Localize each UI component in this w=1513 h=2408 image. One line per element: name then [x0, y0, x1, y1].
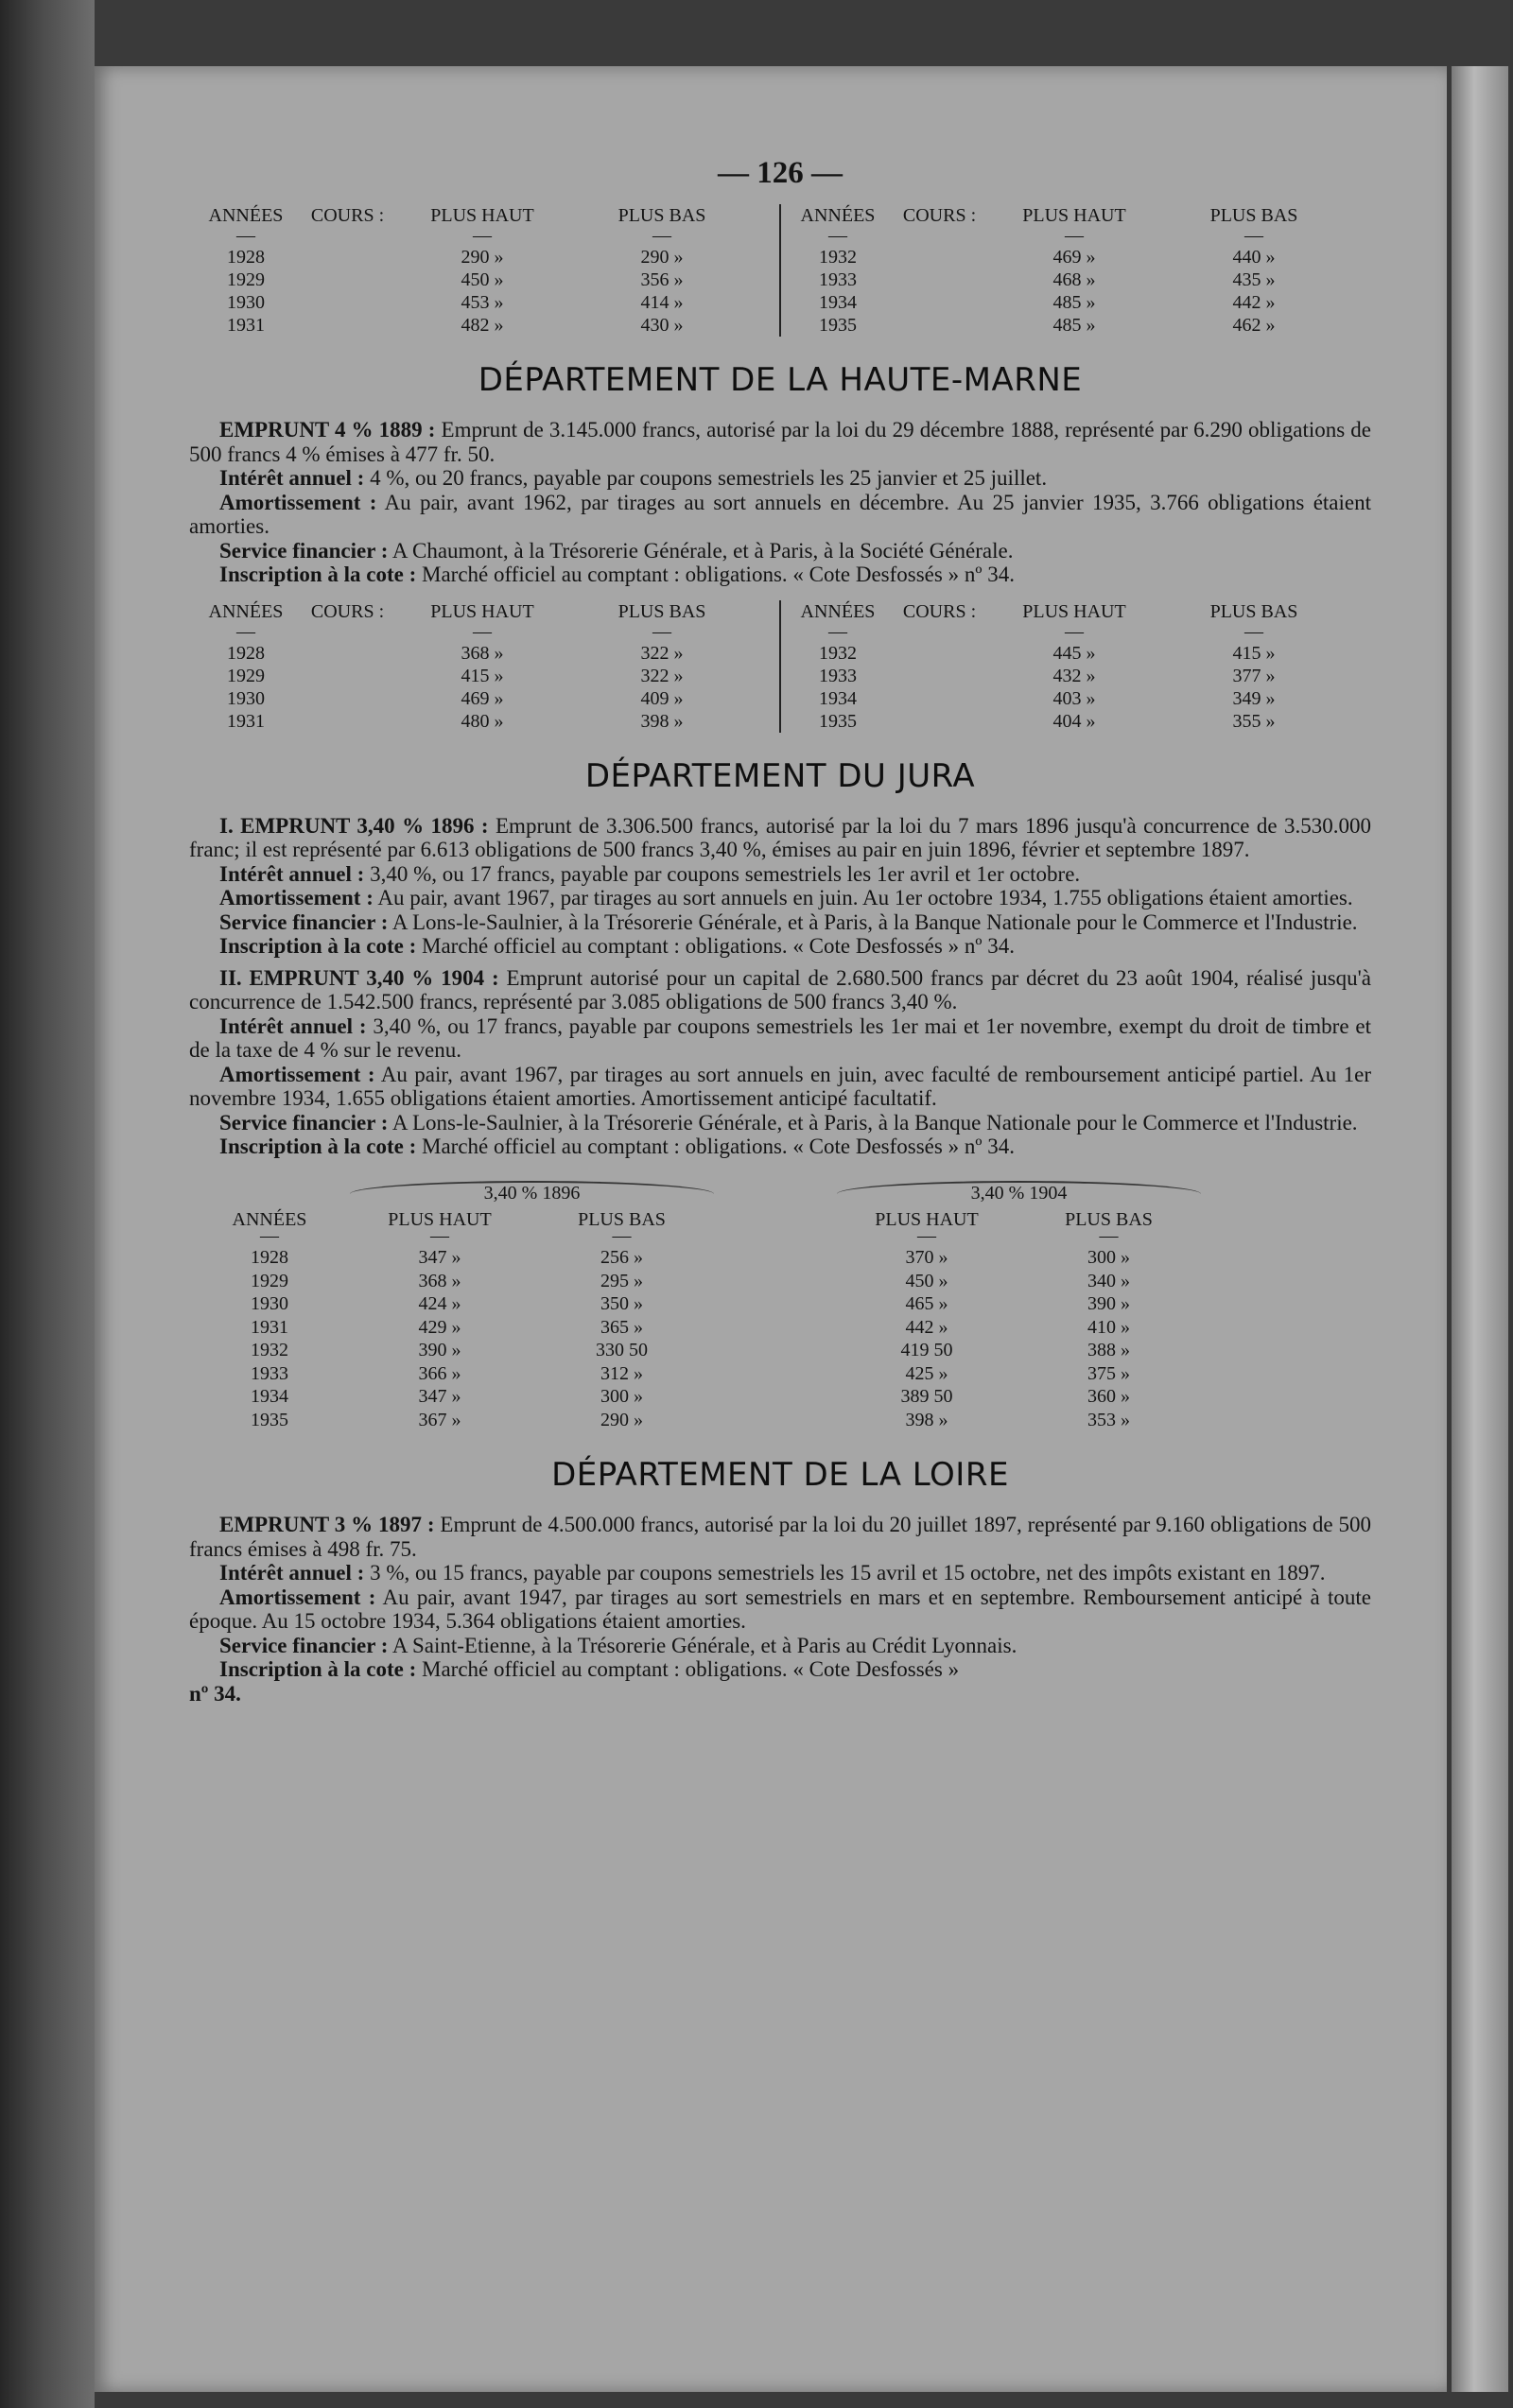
- text: A Lons-le-Saulnier, à la Trésorerie Générale, et à Paris, à la Banque Nationale pour le Commerce et l'Industrie.: [391, 1110, 1358, 1135]
- spacer: [714, 1409, 837, 1432]
- cell-low: 353 »: [1087, 1409, 1130, 1430]
- label: Amortissement :: [219, 1062, 375, 1086]
- label: Inscription à la cote :: [219, 1657, 417, 1681]
- col-plus-haut: PLUS HAUT: [430, 205, 534, 226]
- col-plus-haut: PLUS HAUT: [430, 600, 534, 622]
- spacer: [714, 1339, 837, 1362]
- table-row: [189, 269, 779, 291]
- page-edge: [1452, 66, 1508, 2392]
- paragraph: [189, 466, 1371, 491]
- cell-low: 356 »: [640, 269, 684, 290]
- cell-high: 469 »: [1052, 247, 1096, 268]
- label: Amortissement :: [219, 886, 374, 909]
- cell-high: 419 50: [900, 1340, 953, 1360]
- text: Marché officiel au comptant : obligations. « Cote Desfossés » nº 34.: [422, 934, 1015, 958]
- spacer: [303, 231, 392, 246]
- cell-low: 290 »: [640, 247, 684, 268]
- table-row: [189, 314, 779, 337]
- text: Au pair, avant 1967, par tirages au sort annuels en juin, avec faculté de remboursement anticipé partiel. Au 1er novembre 1934, 1.655 obligations étaient amorties. Amortissement anticipé facultatif.: [189, 1062, 1371, 1110]
- page-content: [189, 156, 1371, 1706]
- cell-year: 1931: [227, 315, 265, 336]
- cell-high: 468 »: [1052, 269, 1096, 290]
- text: Au pair, avant 1967, par tirages au sort annuels en juin. Au 1er octobre 1934, 1.755 obligations étaient amorties.: [377, 886, 1353, 909]
- cell-high: 368 »: [461, 642, 504, 664]
- cell-year: 1935: [819, 315, 857, 336]
- text: Au pair, avant 1947, par tirages au sort semestriels en mars et en septembre. Remboursement anticipé à toute époque. Au 15 octobre 1934, 5.364 obligations étaient amorties.: [189, 1585, 1371, 1633]
- cell-high: 469 »: [461, 687, 504, 709]
- section-title-haute-marne: DÉPARTEMENT DE LA HAUTE-MARNE: [478, 361, 1083, 399]
- paragraph: [189, 491, 1371, 539]
- col-annees: ANNÉES: [232, 1208, 307, 1230]
- text: Emprunt de 3.145.000 francs, autorisé par la loi du 29 décembre 1888, représenté par 6.290 obligations de 500 francs 4 % émises à 477 fr. 50.: [189, 418, 1372, 466]
- cell-year: 1930: [227, 292, 265, 313]
- cell-high: 485 »: [1052, 292, 1096, 313]
- cell-year: 1933: [819, 269, 857, 290]
- table-row: [189, 687, 779, 710]
- cell-high: 415 »: [461, 665, 504, 686]
- text: Au pair, avant 1962, par tirages au sort annuels en décembre. Au 25 janvier 1935, 3.766 obligations étaient amorties.: [189, 490, 1372, 538]
- spacer: [714, 1362, 837, 1386]
- cell-year: 1931: [251, 1316, 288, 1338]
- cell-year: 1934: [819, 687, 857, 709]
- label: Inscription à la cote :: [219, 1135, 417, 1158]
- table-row: [189, 291, 779, 314]
- col-annees: ANNÉES: [800, 205, 876, 226]
- table-header: [189, 1208, 1371, 1232]
- spacer: [895, 269, 984, 291]
- paragraph: [189, 1111, 1371, 1135]
- dash: —: [652, 620, 671, 642]
- table-row: [781, 687, 1371, 710]
- col-plus-haut: PLUS HAUT: [1022, 205, 1126, 226]
- paragraph: [189, 1634, 1371, 1658]
- table-row: [189, 1292, 1371, 1316]
- col-cours: COURS :: [902, 205, 977, 226]
- cell-low: 295 »: [600, 1270, 643, 1291]
- col-plus-haut: PLUS HAUT: [1022, 600, 1126, 622]
- col-annees: ANNÉES: [800, 600, 876, 622]
- cell-low: 312 »: [600, 1362, 643, 1384]
- cell-high: 442 »: [905, 1316, 948, 1338]
- text: A Lons-le-Saulnier, à la Trésorerie Générale, et à Paris, à la Banque Nationale pour le Commerce et l'Industrie.: [391, 909, 1358, 934]
- table-row: [781, 246, 1371, 269]
- col-annees: ANNÉES: [208, 600, 284, 622]
- col-plus-bas: PLUS BAS: [617, 205, 706, 226]
- cell-year: 1935: [819, 710, 857, 732]
- paragraph: [189, 1513, 1371, 1561]
- table-row: [781, 665, 1371, 687]
- text: A Chaumont, à la Trésorerie Générale, et à Paris, à la Société Générale.: [391, 538, 1014, 563]
- col-plus-haut: PLUS HAUT: [388, 1208, 492, 1230]
- text: 3,40 %, ou 17 francs, payable par coupons semestriels les 1er mai et 1er novembre, exempt du droit de timbre et de la taxe de 4 % sur le revenu.: [189, 1013, 1371, 1062]
- text: Marché officiel au comptant : obligations. « Cote Desfossés » nº 34.: [422, 563, 1015, 586]
- table-row: [189, 642, 779, 665]
- table-row: [189, 1316, 1371, 1340]
- spacer: [895, 246, 984, 269]
- table-row: [189, 1409, 1371, 1432]
- spacer: [895, 314, 984, 337]
- spacer: [303, 642, 392, 665]
- label: Intérêt annuel :: [219, 466, 365, 490]
- table-group-header: [189, 1176, 1371, 1208]
- spacer: [895, 291, 984, 314]
- table-row: [189, 665, 779, 687]
- cell-year: 1929: [227, 269, 265, 290]
- cell-year: 1932: [819, 642, 857, 664]
- paragraph: [189, 1657, 1371, 1706]
- table-dashes: [781, 225, 1371, 246]
- cell-low: 440 »: [1232, 247, 1276, 268]
- col-cours: COURS :: [310, 600, 385, 622]
- label: Amortissement :: [219, 1585, 376, 1609]
- paragraph: [189, 1014, 1371, 1063]
- col-cours: COURS :: [310, 205, 385, 226]
- spacer: [895, 687, 984, 710]
- label: Service financier :: [219, 1633, 389, 1657]
- cell-year: 1934: [819, 292, 857, 313]
- cell-high: 366 »: [418, 1362, 461, 1384]
- group-1896: 3,40 % 1896: [350, 1181, 714, 1208]
- cell-high: 425 »: [905, 1362, 948, 1384]
- cell-low: 290 »: [600, 1409, 643, 1430]
- dash: —: [1244, 225, 1263, 246]
- dash: —: [260, 1225, 279, 1246]
- col-plus-bas: PLUS BAS: [1209, 205, 1298, 226]
- spacer: [714, 1246, 837, 1270]
- cell-high: 368 »: [418, 1270, 461, 1291]
- spacer: [714, 1292, 837, 1316]
- label: Service financier :: [219, 1110, 389, 1135]
- cell-low: 430 »: [640, 315, 684, 336]
- cell-high: 480 »: [461, 710, 504, 732]
- cell-year: 1930: [227, 687, 265, 709]
- spacer: [714, 1270, 837, 1293]
- cell-low: 410 »: [1087, 1316, 1130, 1338]
- spacer: [303, 627, 392, 642]
- paragraph: [189, 934, 1371, 959]
- cell-low: 414 »: [640, 292, 684, 313]
- text: Marché officiel au comptant : obligations. « Cote Desfossés » nº 34.: [422, 1135, 1015, 1158]
- text: Emprunt de 4.500.000 francs, autorisé par la loi du 20 juillet 1897, représenté par 9.160 obligations de 500 francs émises à 498 fr. 75.: [189, 1513, 1372, 1561]
- col-plus-haut: PLUS HAUT: [875, 1208, 979, 1230]
- cell-high: 482 »: [461, 315, 504, 336]
- cell-low: 300 »: [1087, 1247, 1130, 1268]
- table-row: [189, 1246, 1371, 1270]
- cell-year: 1933: [819, 665, 857, 686]
- spacer: [895, 627, 984, 642]
- cell-low: 355 »: [1232, 710, 1276, 732]
- label: Inscription à la cote :: [219, 934, 417, 958]
- price-table-top: [189, 204, 1371, 337]
- table-row: [781, 642, 1371, 665]
- cell-low: 409 »: [640, 687, 684, 709]
- cell-high: 347 »: [418, 1247, 461, 1268]
- cell-low: 330 50: [596, 1340, 648, 1360]
- text: Emprunt autorisé pour un capital de 2.680.500 francs par décret du 23 août 1904, réalisé jusqu'à concurrence de 1.542.500 francs, représenté par 3.085 obligations de 500 francs 3,40 %.: [189, 965, 1372, 1013]
- text: 4 %, ou 20 francs, payable par coupons semestriels les 25 janvier et 25 juillet.: [370, 466, 1048, 490]
- paragraph: [189, 563, 1371, 587]
- section-title-jura: DÉPARTEMENT DU JURA: [584, 756, 976, 795]
- dash: —: [1099, 1225, 1119, 1246]
- table-dashes: [781, 620, 1371, 642]
- spacer: [303, 291, 392, 314]
- cell-year: 1931: [227, 710, 265, 732]
- table-row: [781, 710, 1371, 733]
- section-title-loire: DÉPARTEMENT DE LA LOIRE: [551, 1456, 1009, 1494]
- col-plus-bas: PLUS BAS: [617, 600, 706, 622]
- col-cours: COURS :: [902, 600, 977, 622]
- cell-year: 1928: [227, 247, 265, 268]
- paragraph: [189, 1585, 1371, 1634]
- paragraph: [189, 1063, 1371, 1111]
- cell-high: 450 »: [461, 269, 504, 290]
- table-dashes: [189, 620, 779, 642]
- spacer: [303, 665, 392, 687]
- dash: —: [473, 225, 492, 246]
- cell-low: 322 »: [640, 665, 684, 686]
- cell-year: 1929: [227, 665, 265, 686]
- dash: —: [1244, 620, 1263, 642]
- table-row: [189, 1362, 1371, 1386]
- spacer: [895, 231, 984, 246]
- col-plus-bas: PLUS BAS: [1065, 1208, 1153, 1230]
- paragraph: [189, 966, 1371, 1014]
- table-body: [189, 1246, 1371, 1431]
- cell-high: 367 »: [418, 1409, 461, 1430]
- dash: —: [236, 620, 255, 642]
- cell-low: 398 »: [640, 710, 684, 732]
- cell-low: 365 »: [600, 1316, 643, 1338]
- label: I. EMPRUNT 3,40 % 1896 :: [219, 813, 489, 838]
- paragraph: [189, 539, 1371, 563]
- spacer: [303, 246, 392, 269]
- text: A Saint-Etienne, à la Trésorerie Générale, et à Paris au Crédit Lyonnais.: [391, 1633, 1017, 1657]
- table-half-left: [189, 204, 779, 337]
- table-row: [781, 314, 1371, 337]
- dash: —: [612, 1225, 632, 1246]
- table-dashes: [189, 1225, 1371, 1246]
- table-dashes: [189, 225, 779, 246]
- label: II. EMPRUNT 3,40 % 1904 :: [219, 965, 499, 990]
- table-row: [189, 246, 779, 269]
- cell-low: 415 »: [1232, 642, 1276, 664]
- price-table-jura: [189, 1176, 1371, 1432]
- cell-high: 424 »: [418, 1293, 461, 1314]
- table-row: [189, 710, 779, 733]
- cell-high: 453 »: [461, 292, 504, 313]
- label: nº 34.: [189, 1681, 241, 1706]
- col-plus-bas: PLUS BAS: [1209, 600, 1298, 622]
- cell-low: 388 »: [1087, 1340, 1130, 1360]
- dash: —: [473, 620, 492, 642]
- cell-low: 390 »: [1087, 1293, 1130, 1314]
- cell-year: 1932: [251, 1340, 288, 1360]
- text: 3,40 %, ou 17 francs, payable par coupons semestriels les 1er avril et 1er octobre.: [370, 861, 1081, 886]
- table-half-left: [189, 600, 779, 733]
- table-half-right: [779, 204, 1371, 337]
- dash: —: [828, 620, 847, 642]
- cell-low: 435 »: [1232, 269, 1276, 290]
- cell-low: 375 »: [1087, 1362, 1130, 1384]
- cell-high: 347 »: [418, 1386, 461, 1407]
- cell-year: 1929: [251, 1270, 288, 1291]
- spacer: [714, 1316, 837, 1340]
- text: 3 %, ou 15 francs, payable par coupons semestriels les 15 avril et 15 octobre, net des impôts existant en 1897.: [370, 1561, 1326, 1585]
- paragraph: [189, 862, 1371, 887]
- label: EMPRUNT 3 % 1897 :: [219, 1513, 435, 1536]
- cell-low: 350 »: [600, 1293, 643, 1314]
- cell-high: 390 »: [418, 1340, 461, 1360]
- dash: —: [1065, 620, 1084, 642]
- table-row: [189, 1270, 1371, 1293]
- cell-year: 1933: [251, 1362, 288, 1384]
- spacer: [895, 665, 984, 687]
- col-annees: ANNÉES: [208, 205, 284, 226]
- cell-low: 256 »: [600, 1247, 643, 1268]
- label: Service financier :: [219, 909, 389, 934]
- dash: —: [236, 225, 255, 246]
- spacer: [895, 710, 984, 733]
- dash: —: [828, 225, 847, 246]
- cell-low: 349 »: [1232, 687, 1276, 709]
- label: Amortissement :: [219, 490, 377, 514]
- cell-high: 404 »: [1052, 710, 1096, 732]
- cell-high: 403 »: [1052, 687, 1096, 709]
- spacer: [303, 314, 392, 337]
- cell-low: 340 »: [1087, 1270, 1130, 1291]
- cell-low: 360 »: [1087, 1386, 1130, 1407]
- cell-low: 300 »: [600, 1386, 643, 1407]
- label: Service financier :: [219, 538, 389, 563]
- dash: —: [917, 1225, 936, 1246]
- group-1904: 3,40 % 1904: [837, 1181, 1201, 1208]
- cell-low: 322 »: [640, 642, 684, 664]
- col-plus-bas: PLUS BAS: [578, 1208, 666, 1230]
- table-row: [189, 1339, 1371, 1362]
- page-number: — 126 —: [718, 156, 843, 190]
- cell-year: 1930: [251, 1293, 288, 1314]
- cell-high: 445 »: [1052, 642, 1096, 664]
- cell-year: 1932: [819, 247, 857, 268]
- paragraph: [189, 1561, 1371, 1585]
- cell-year: 1934: [251, 1386, 288, 1407]
- text: Marché officiel au comptant : obligations. « Cote Desfossés »: [422, 1657, 960, 1681]
- cell-year: 1935: [251, 1409, 288, 1430]
- book-binding: [0, 0, 95, 2408]
- label: Intérêt annuel :: [219, 861, 365, 886]
- cell-year: 1928: [251, 1247, 288, 1268]
- price-table-haute-marne: [189, 600, 1371, 733]
- label: Intérêt annuel :: [219, 1561, 365, 1585]
- cell-high: 465 »: [905, 1293, 948, 1314]
- cell-high: 429 »: [418, 1316, 461, 1338]
- cell-high: 485 »: [1052, 315, 1096, 336]
- text: Emprunt de 3.306.500 francs, autorisé par la loi du 7 mars 1896 jusqu'à concurrence de 3.530.000 franc; il est représenté par 6.613 obligations de 500 francs 3,40 %, émises au pair en juin 1896, février et septembre 1897.: [189, 813, 1371, 861]
- spacer: [303, 710, 392, 733]
- paragraph: [189, 886, 1371, 910]
- dash: —: [1065, 225, 1084, 246]
- cell-high: 370 »: [905, 1247, 948, 1268]
- cell-low: 462 »: [1232, 315, 1276, 336]
- spacer: [895, 642, 984, 665]
- cell-high: 290 »: [461, 247, 504, 268]
- cell-year: 1928: [227, 642, 265, 664]
- paragraph: [189, 814, 1371, 862]
- cell-high: 389 50: [900, 1386, 953, 1407]
- paragraph: [189, 1135, 1371, 1159]
- paragraph: [189, 418, 1371, 466]
- label: Inscription à la cote :: [219, 563, 417, 586]
- dash: —: [430, 1225, 449, 1246]
- label: Intérêt annuel :: [219, 1013, 367, 1038]
- table-row: [189, 1385, 1371, 1409]
- table-row: [781, 269, 1371, 291]
- spacer: [303, 687, 392, 710]
- spacer: [714, 1385, 837, 1409]
- table-half-right: [779, 600, 1371, 733]
- cell-high: 450 »: [905, 1270, 948, 1291]
- table-row: [781, 291, 1371, 314]
- spacer: [303, 269, 392, 291]
- cell-high: 432 »: [1052, 665, 1096, 686]
- paragraph: [189, 910, 1371, 935]
- label: EMPRUNT 4 % 1889 :: [219, 418, 436, 442]
- cell-low: 442 »: [1232, 292, 1276, 313]
- dash: —: [652, 225, 671, 246]
- cell-high: 398 »: [905, 1409, 948, 1430]
- cell-low: 377 »: [1232, 665, 1276, 686]
